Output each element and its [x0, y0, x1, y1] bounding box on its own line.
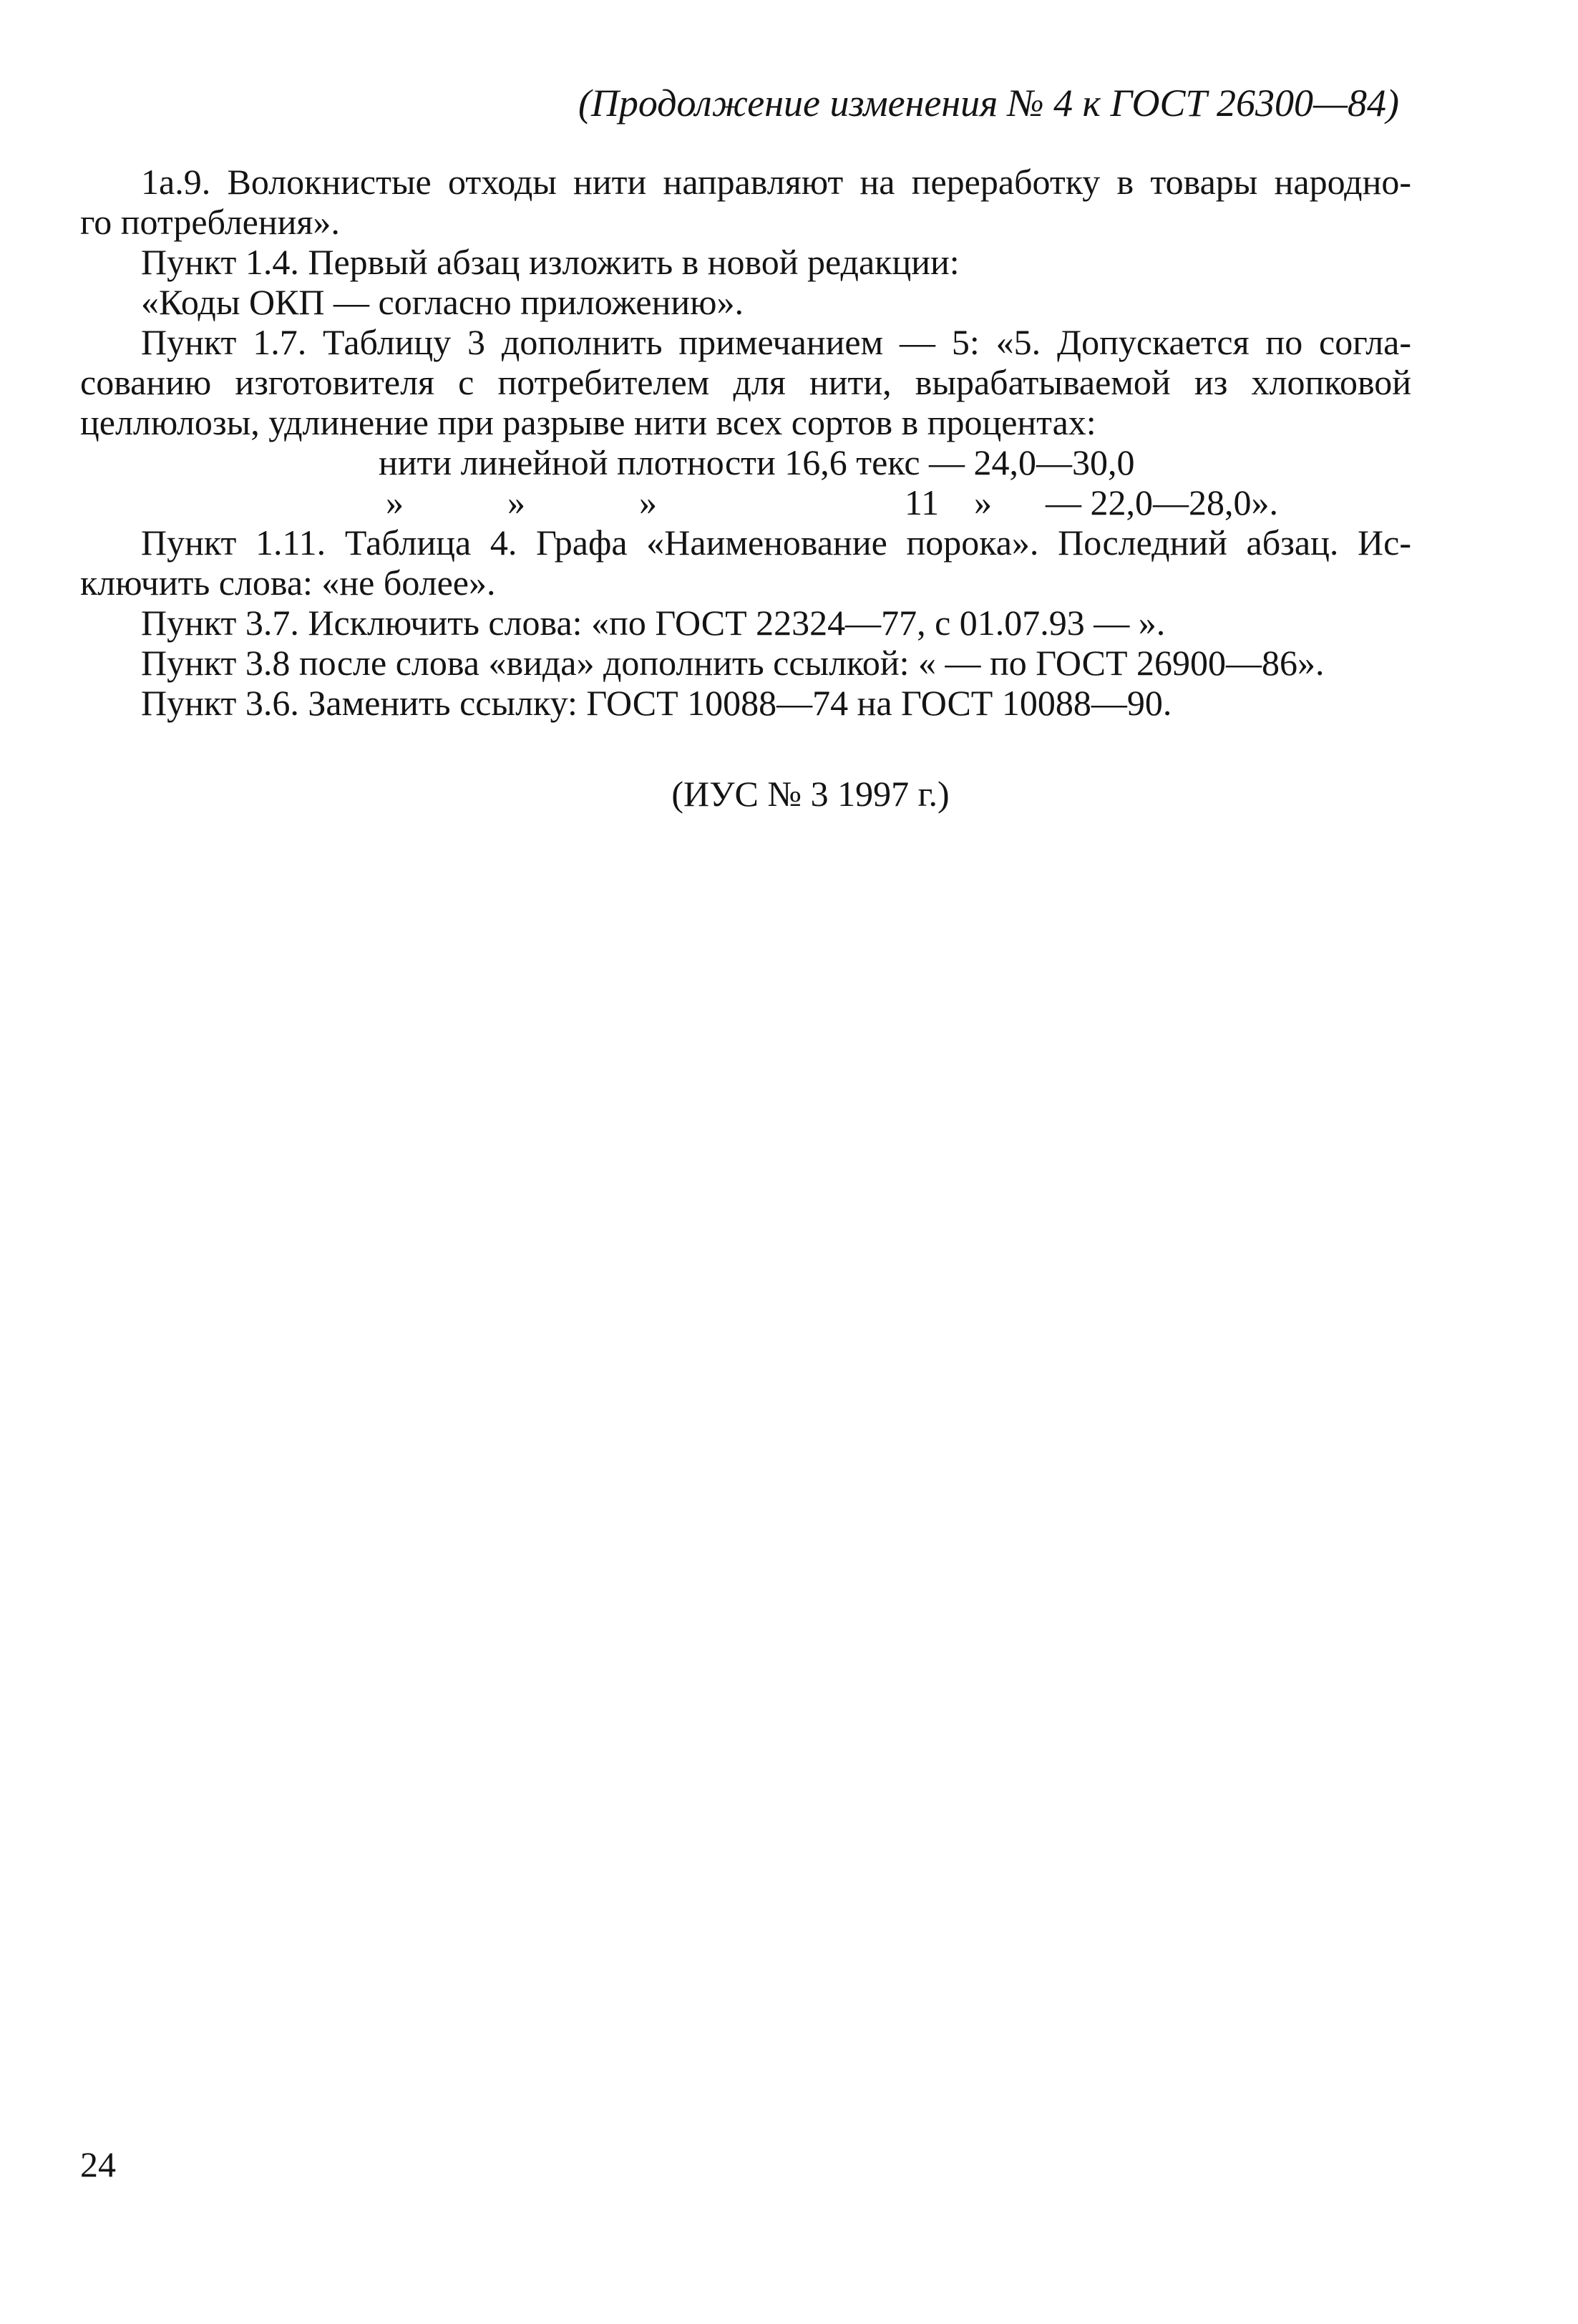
ditto-mark: »	[386, 482, 404, 522]
text-line: Пункт 3.8 после слова «вида» дополнить ссылкой: « — по ГОСТ 26900—86».	[141, 643, 1325, 683]
paragraph-1-11	[80, 522, 1411, 603]
ditto-mark: »	[507, 482, 525, 522]
ditto-mark: »	[974, 482, 992, 522]
paragraph-3-8	[80, 643, 1411, 683]
paragraph-1-4	[80, 242, 1411, 282]
ius-source-reference: (ИУС № 3 1997 г.)	[671, 774, 950, 814]
text-line: го потребления».	[80, 202, 340, 242]
elongation-range: — 22,0—28,0».	[1046, 482, 1278, 522]
text-line: Пункт 3.7. Исключить слова: «по ГОСТ 22324—77, с 01.07.93 — ».	[141, 603, 1166, 643]
text-line: «Коды ОКП — согласно приложению».	[141, 282, 744, 322]
text-line: Пункт 1.7. Таблицу 3 дополнить примечанием — 5: «5. Допускается по согла-	[141, 322, 1411, 362]
paragraph-1a9	[80, 162, 1411, 242]
continuation-header: (Продолжение изменения № 4 к ГОСТ 26300—84)	[578, 82, 1399, 125]
text-line: Пункт 1.4. Первый абзац изложить в новой редакции:	[141, 242, 960, 282]
elongation-values	[80, 442, 1411, 522]
text-line: ключить слова: «не более».	[80, 563, 496, 603]
text-line: 1а.9. Волокнистые отходы нити направляют на переработку в товары народно-	[141, 162, 1411, 202]
density-value: 11	[905, 482, 940, 522]
paragraph-3-7	[80, 603, 1411, 643]
text-line: Пункт 1.11. Таблица 4. Графа «Наименование порока». Последний абзац. Ис-	[141, 522, 1411, 563]
paragraph-okp-codes	[80, 282, 1411, 322]
text-line: сованию изготовителя с потребителем для нити, вырабатываемой из хлопковой	[80, 362, 1411, 402]
elongation-row-16-6: нити линейной плотности 16,6 текс — 24,0—30,0	[379, 442, 1135, 482]
page-number: 24	[80, 2144, 116, 2184]
text-line: Пункт 3.6. Заменить ссылку: ГОСТ 10088—74 на ГОСТ 10088—90.	[141, 683, 1172, 723]
paragraph-1-7	[80, 322, 1411, 442]
ditto-mark: »	[639, 482, 657, 522]
text-line: целлюлозы, удлинение при разрыве нити всех сортов в процентах:	[80, 402, 1096, 442]
paragraph-3-6	[80, 683, 1411, 723]
amendment-text	[80, 162, 1411, 723]
